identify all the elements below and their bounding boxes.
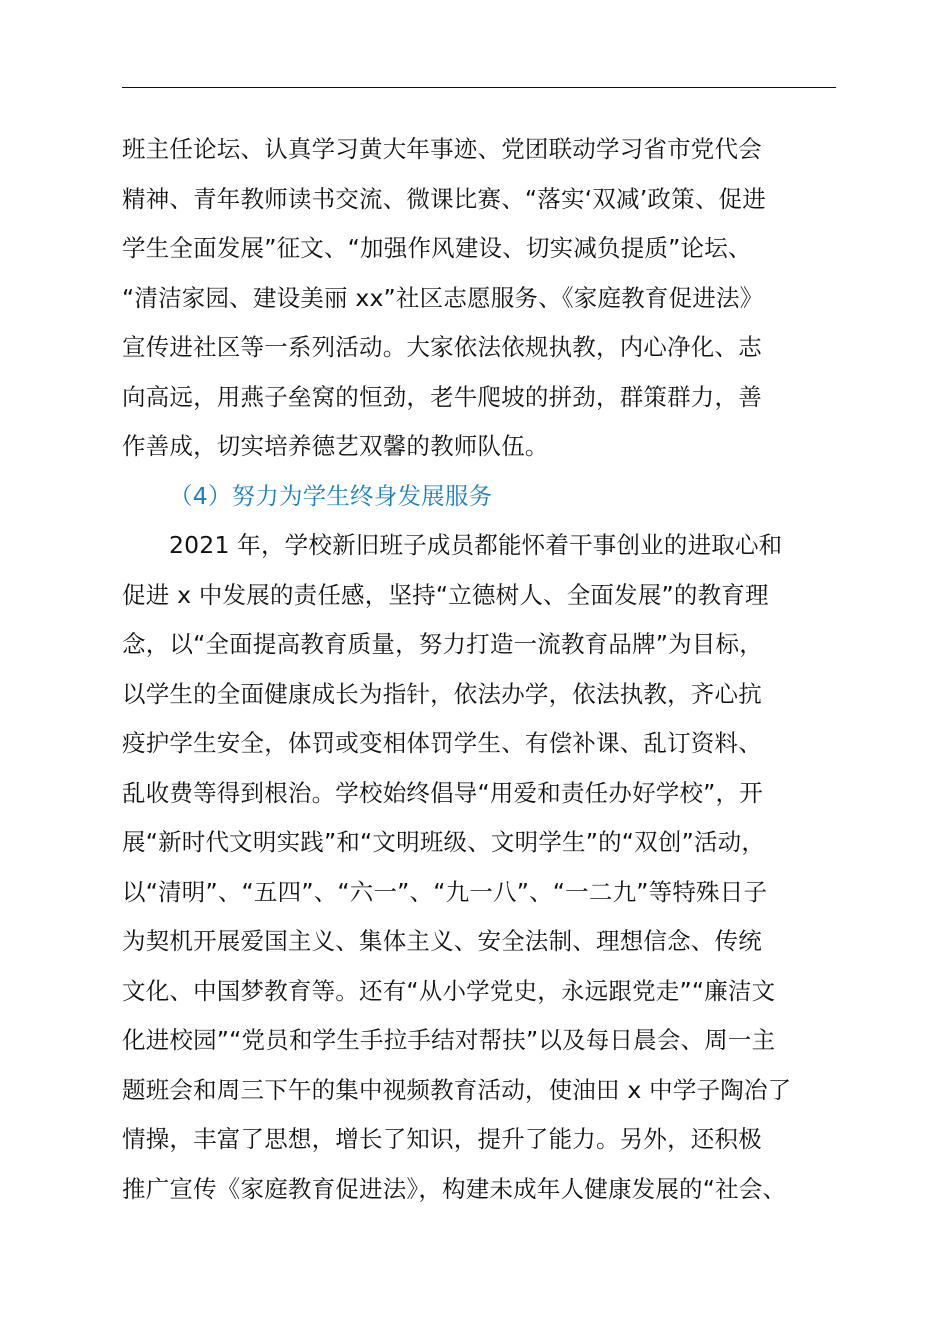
text-line: 疫护学生安全，体罚或变相体罚学生、有偿补课、乱订资料、 bbox=[122, 729, 762, 757]
text-line: “清洁家园、建设美丽 xx”社区志愿服务、《家庭教育促进法》 bbox=[122, 283, 764, 312]
text-line: 念，以“全面提高教育质量，努力打造一流教育品牌”为目标， bbox=[122, 630, 763, 658]
paragraph-student-development bbox=[122, 521, 838, 1214]
text-line: 为契机开展爱国主义、集体主义、安全法制、理想信念、传统 bbox=[122, 927, 762, 955]
text-line: 学生全面发展”征文、“加强作风建设、切实减负提质”论坛、 bbox=[122, 234, 752, 262]
text-line: 作善成，切实培养德艺双馨的教师队伍。 bbox=[122, 432, 549, 460]
header-rule bbox=[122, 87, 836, 88]
text-line: 化进校园”“党员和学生手拉手结对帮扶”以及每日晨会、周一主 bbox=[122, 1026, 776, 1054]
document-body bbox=[122, 125, 838, 1214]
text-line: 文化、中国梦教育等。还有“从小学党史，永远跟党走”“廉洁文 bbox=[122, 976, 776, 1005]
section-heading: （4）努力为学生终身发展服务 bbox=[169, 481, 493, 510]
text-line: 以学生的全面健康成长为指针，依法办学，依法执教，齐心抗 bbox=[122, 679, 762, 708]
text-line: 题班会和周三下午的集中视频教育活动，使油田 x 中学子陶冶了 bbox=[122, 1075, 792, 1104]
text-line: 乱收费等得到根治。学校始终倡导“用爱和责任办好学校”，开 bbox=[122, 778, 763, 807]
text-line: 以“清明”、“五四”、“六一”、“九一八”、“一二九”等特殊日子 bbox=[122, 877, 768, 906]
text-line: 班主任论坛、认真学习黄大年事迹、党团联动学习省市党代会 bbox=[122, 135, 762, 163]
text-line: 情操，丰富了思想，增长了知识，提升了能力。另外，还积极 bbox=[122, 1125, 762, 1153]
text-line: 促进 x 中发展的责任感，坚持“立德树人、全面发展”的教育理 bbox=[122, 580, 769, 609]
text-line: 2021 年，学校新旧班子成员都能怀着干事创业的进取心和 bbox=[169, 531, 783, 559]
paragraph-activities bbox=[122, 125, 838, 472]
text-line: 精神、青年教师读书交流、微课比赛、“落实‘双减’政策、促进 bbox=[122, 184, 766, 213]
text-line: 展“新时代文明实践”和“文明班级、文明学生”的“双创”活动， bbox=[122, 828, 766, 856]
text-line: 宣传进社区等一系列活动。大家依法依规执教，内心净化、志 bbox=[122, 333, 762, 361]
text-line: 向高远，用燕子垒窝的恒劲，老牛爬坡的拼劲，群策群力，善 bbox=[122, 382, 762, 411]
text-line: 推广宣传《家庭教育促进法》，构建未成年人健康发展的“社会、 bbox=[122, 1174, 787, 1203]
